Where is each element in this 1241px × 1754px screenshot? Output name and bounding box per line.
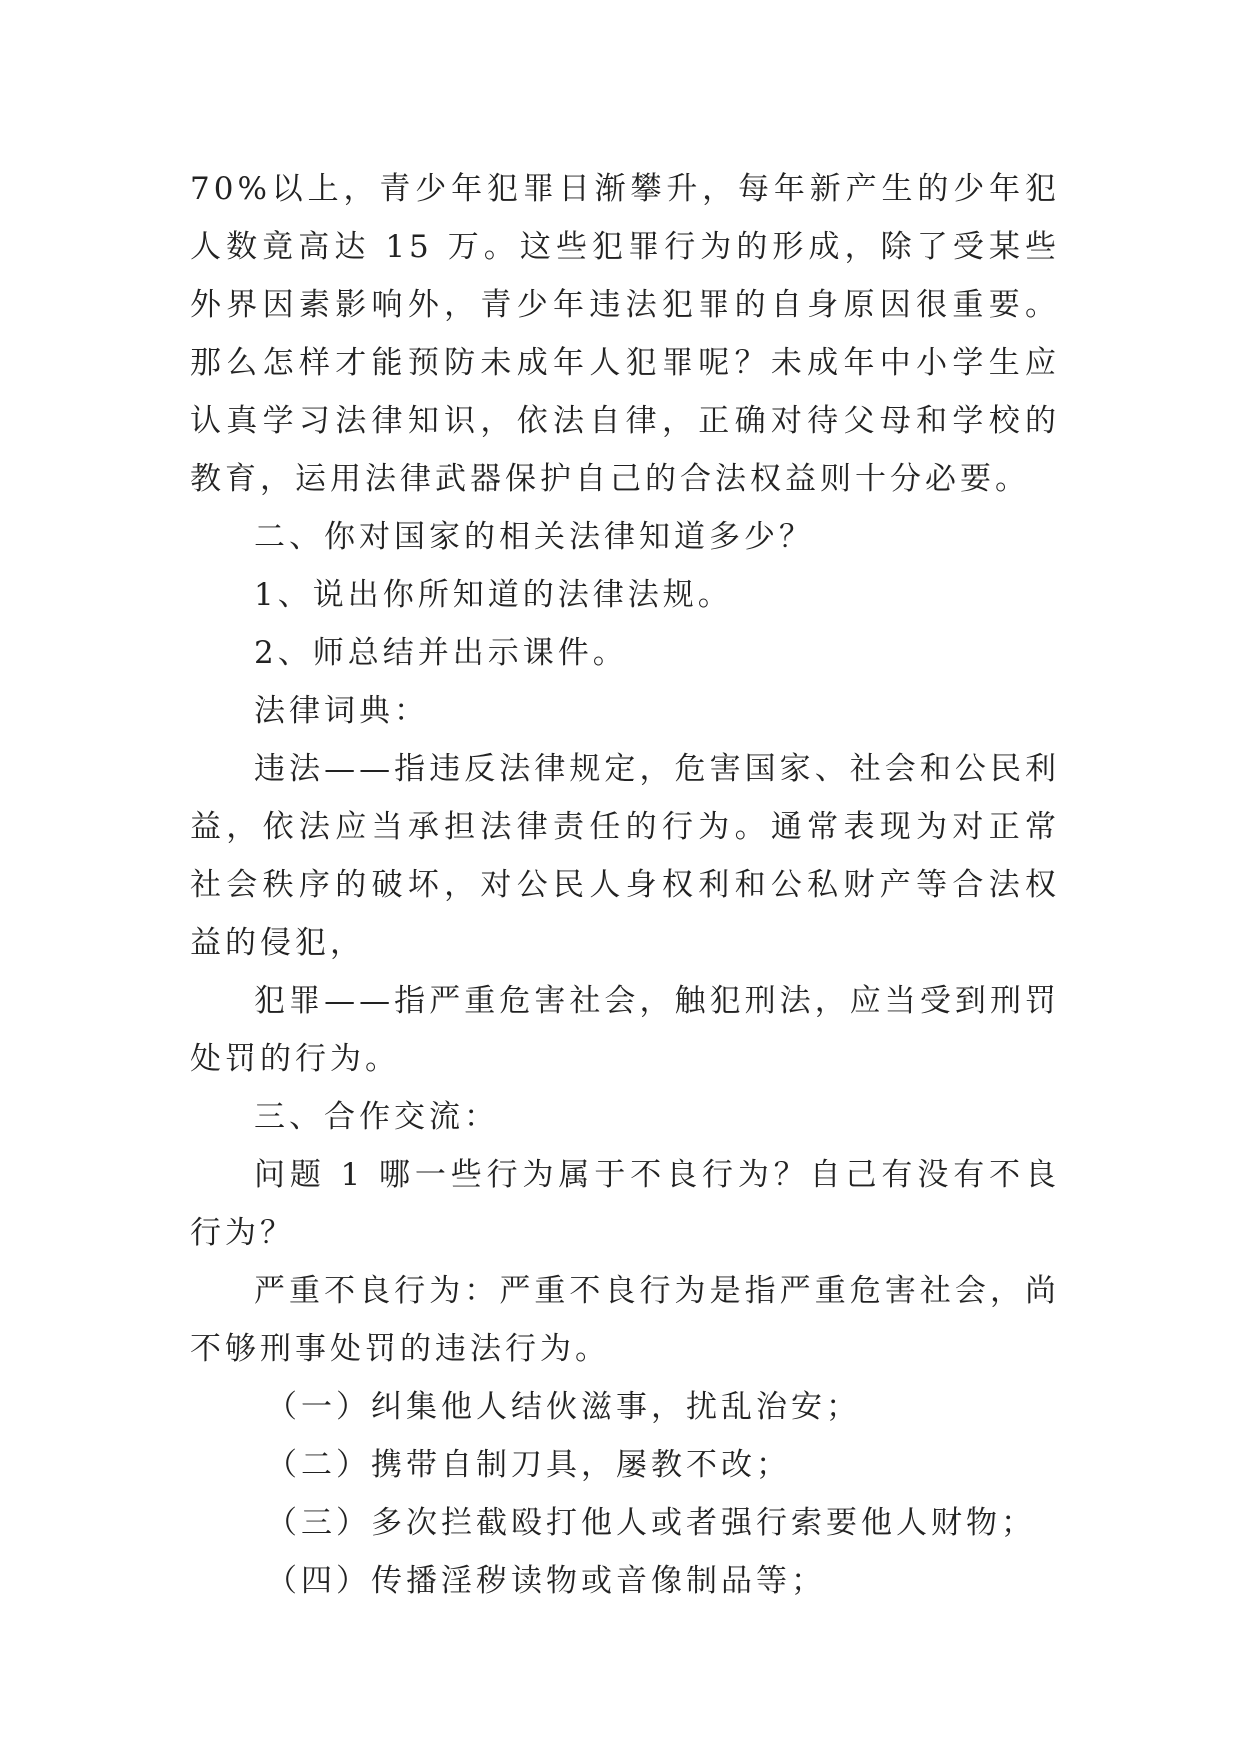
list-item-2: 2、师总结并出示课件。	[254, 635, 628, 671]
question-1: 问题 1 哪一些行为属于不良行为？自己有没有不良行为？	[190, 1157, 1060, 1251]
behavior-item-4: （四）传播淫秽读物或音像制品等；	[266, 1563, 826, 1599]
section-heading-3: 三、合作交流：	[254, 1099, 499, 1135]
section-heading-2: 二、你对国家的相关法律知道多少？	[254, 519, 814, 555]
paragraph-intro: 70%以上，青少年犯罪日渐攀升，每年新产生的少年犯人数竟高达 15 万。这些犯罪行为的形成，除了受某些外界因素影响外，青少年违法犯罪的自身原因很重要。那么怎样才能预防未成年人犯罪呢？未成年中小学生应认真学习法律知识，依法自律，正确对待父母和学校的教育，运用法律武器保护自己的合法权益则十分必要。	[190, 171, 1060, 497]
definition-crime: 犯罪——指严重危害社会，触犯刑法，应当受到刑罚处罚的行为。	[190, 983, 1060, 1077]
behavior-item-2: （二）携带自制刀具，屡教不改；	[266, 1447, 791, 1483]
dictionary-heading: 法律词典：	[254, 693, 429, 729]
definition-violation: 违法——指违反法律规定，危害国家、社会和公民利益，依法应当承担法律责任的行为。通常表现为对正常社会秩序的破坏，对公民人身权利和公私财产等合法权益的侵犯，	[190, 751, 1060, 961]
list-item-1: 1、说出你所知道的法律法规。	[254, 577, 733, 613]
behavior-item-3: （三）多次拦截殴打他人或者强行索要他人财物；	[266, 1505, 1036, 1541]
serious-bad-behavior-definition: 严重不良行为：严重不良行为是指严重危害社会，尚不够刑事处罚的违法行为。	[190, 1273, 1060, 1367]
document-body	[190, 160, 1060, 1610]
behavior-item-1: （一）纠集他人结伙滋事，扰乱治安；	[266, 1389, 861, 1425]
